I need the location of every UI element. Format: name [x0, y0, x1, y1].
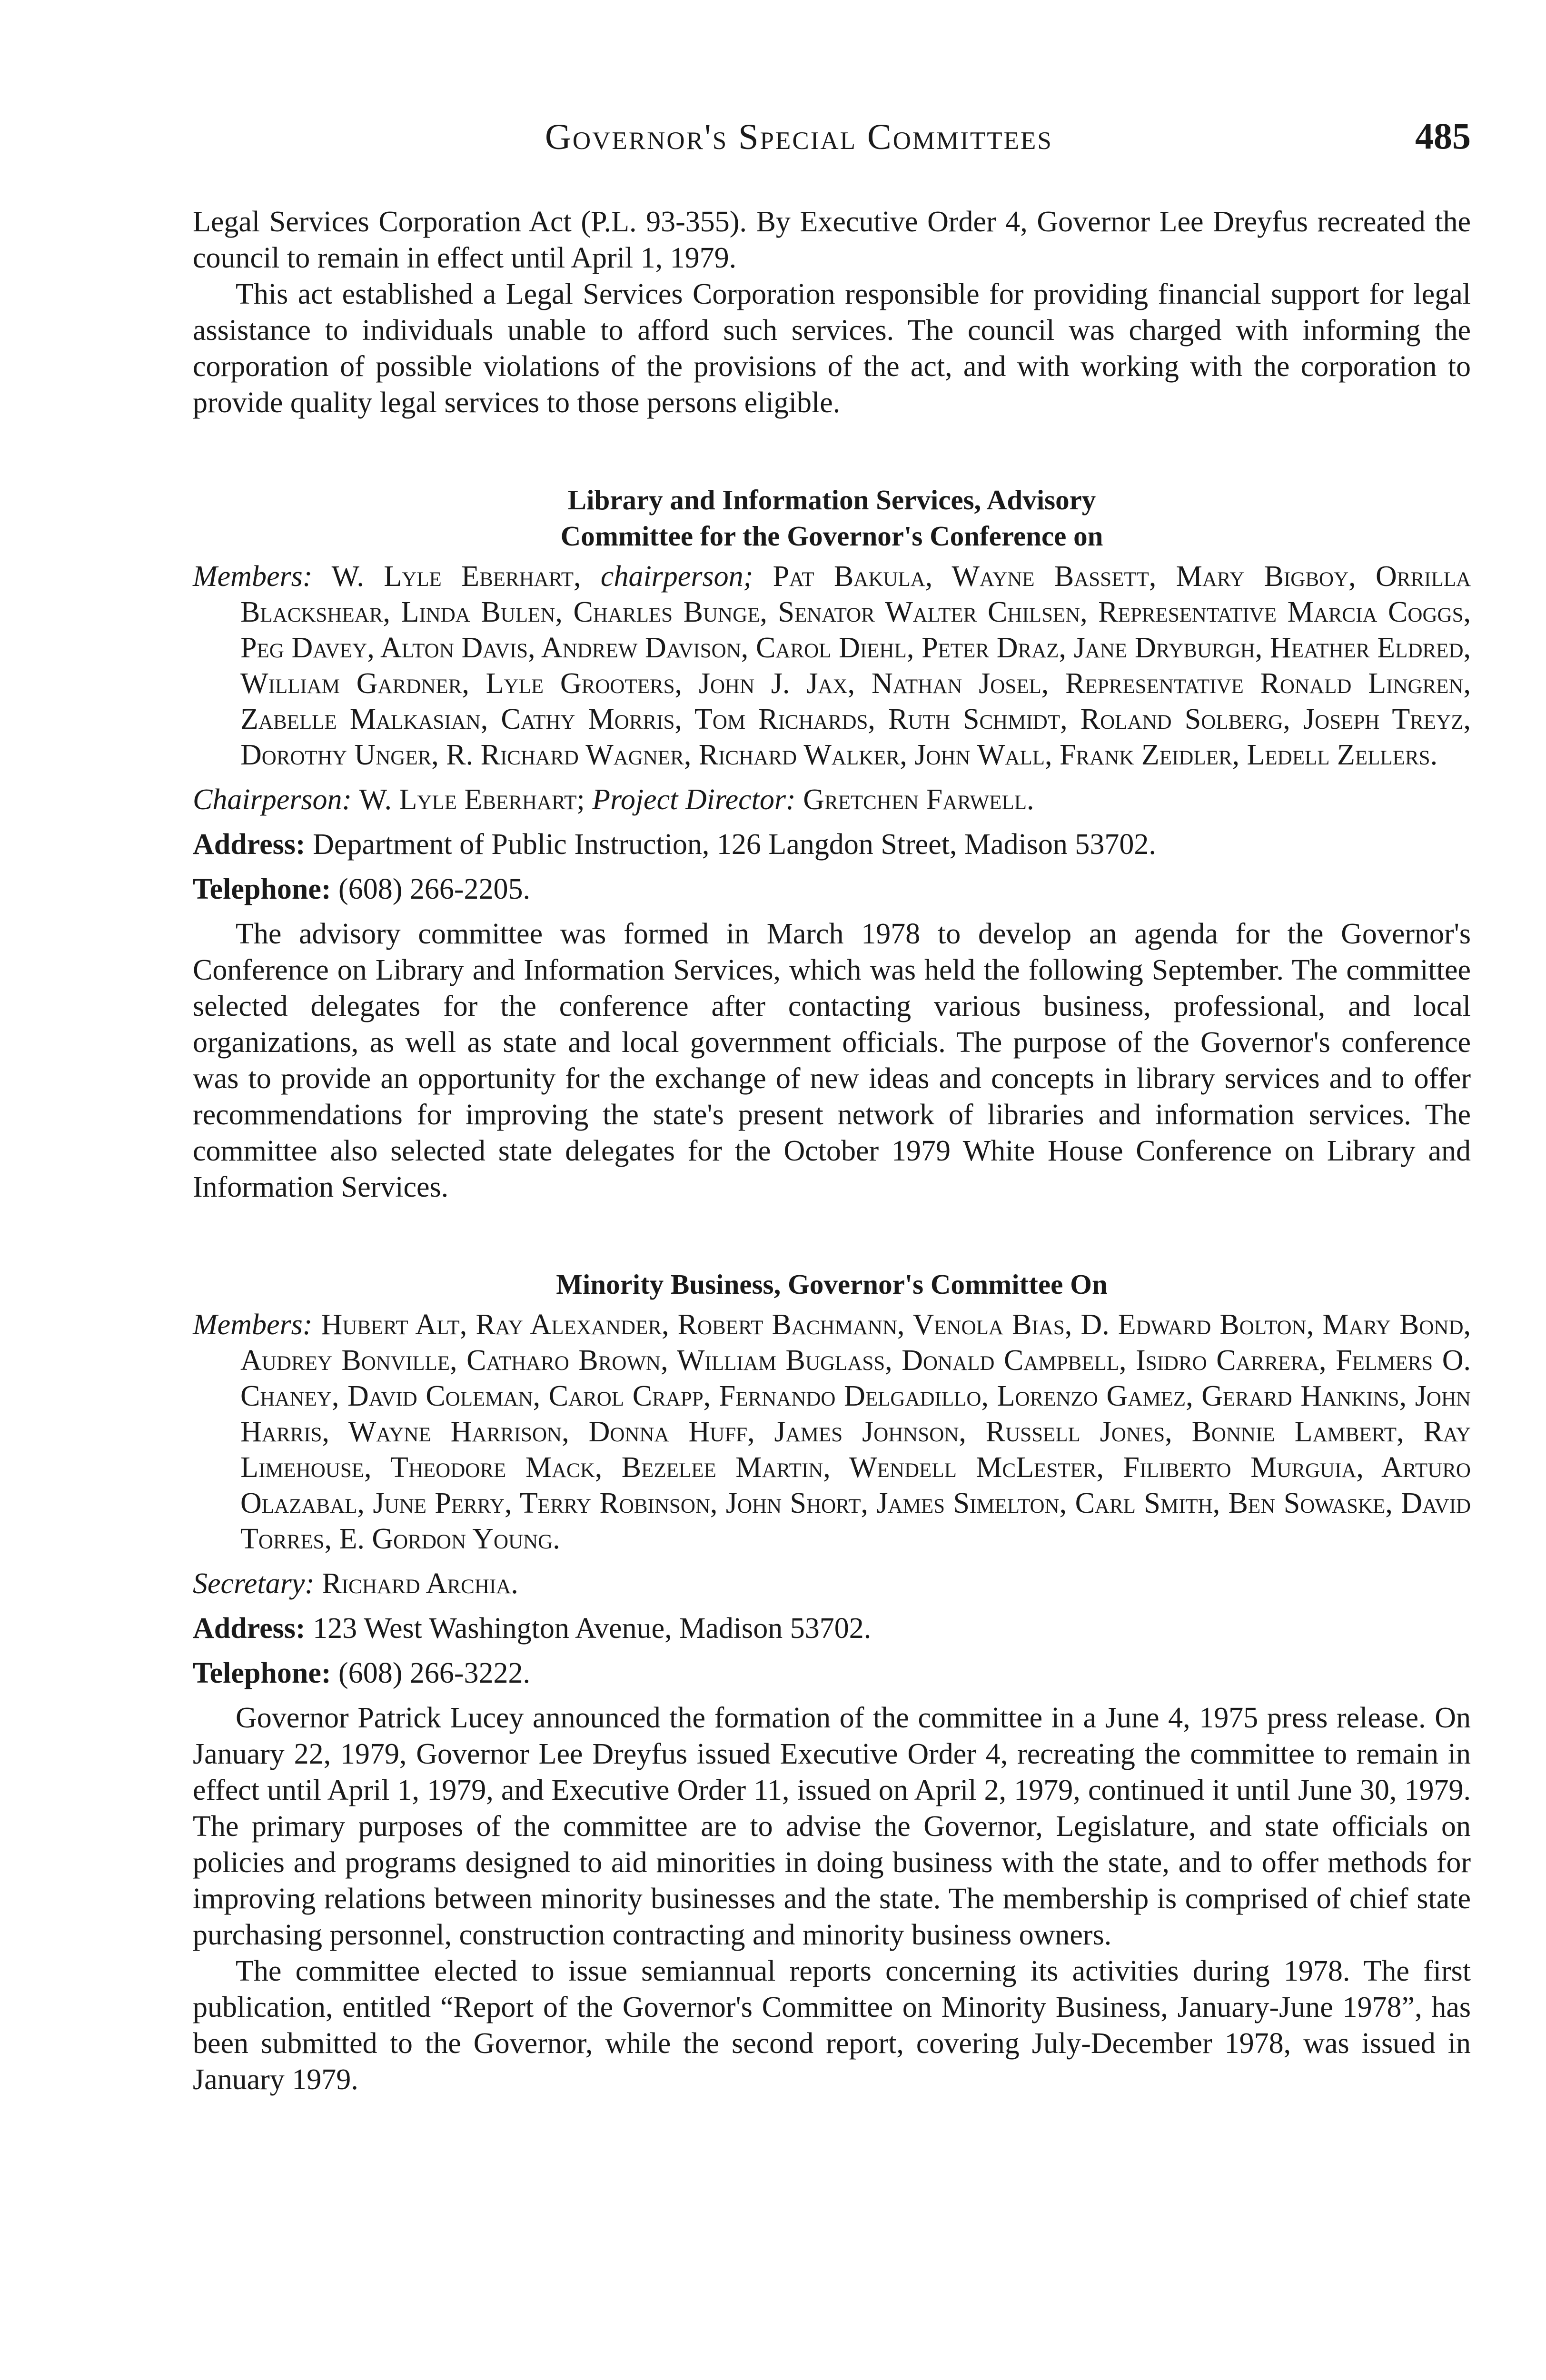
library-description: The advisory committee was formed in March 1978 to develop an agenda for the Governor's Conference on Library and Information Services, which was held the following September. The committee selected delegates for the conference after contacting various business, professional, and local organizations, as well as state and local government officials. The purpose of the Governor's conference was to provide an opportunity for the exchange of new ideas and concepts in library services and to offer recommendations for improving the state's present network of libraries and information services. The committee also selected state delegates for the October 1979 White House Conference on Library and Information Services. [193, 918, 1471, 1203]
document-page [193, 0, 1471, 2380]
telephone-value: (608) 266-3222. [338, 1657, 530, 1689]
members-chair-role: chairperson; [600, 560, 753, 593]
members-list: Hubert Alt, Ray Alexander, Robert Bachmann, Venola Bias, D. Edward Bolton, Mary Bond, Audrey Bonville, Catharo Brown, William Buglass, Donald Campbell, Isidro Carrera, Felmers O. Chaney, David Coleman, Carol Crapp, Fernando Delgadillo, Lorenzo Gamez, Gerard Hankins, John Harris, Wayne Harrison, Donna Huff, James Johnson, Russell Jones, Bonnie Lambert, Ray Limehouse, Theodore Mack, Bezelee Martin, Wendell McLester, Filiberto Murguia, Arturo Olazabal, June Perry, Terry Robinson, John Short, James Simelton, Carl Smith, Ben Sowaske, David Torres, E. Gordon Young. [240, 1309, 1471, 1555]
telephone-value: (608) 266-2205. [338, 873, 530, 905]
minority-heading-line: Minority Business, Governor's Committee On [556, 1269, 1108, 1300]
members-label: Members: [193, 1309, 313, 1341]
library-committee-heading [193, 482, 1471, 554]
library-telephone [193, 871, 1471, 907]
chairperson-name: W. Lyle Eberhart; [359, 783, 585, 816]
intro-paragraph: This act established a Legal Services Corporation responsible for providing financial support for legal assistance to individuals unable to afford such services. The council was charged with informing the corporation of possible violations of the provisions of the act, and with working with the corporation to provide quality legal services to those persons eligible. [193, 278, 1471, 419]
address-value: Department of Public Instruction, 126 Langdon Street, Madison 53702. [313, 828, 1156, 861]
minority-members [193, 1307, 1471, 1557]
members-label: Members: [193, 560, 313, 593]
library-address [193, 826, 1471, 863]
minority-telephone [193, 1655, 1471, 1691]
minority-description: Governor Patrick Lucey announced the formation of the committee in a June 4, 1975 press release. On January 22, 1979, Governor Lee Dreyfus issued Executive Order 4, recreating the committee to remain in effect until April 1, 1979, and Executive Order 11, issued on April 2, 1979, continued it until June 30, 1979. The primary purposes of the committee are to advise the Governor, Legislature, and state officials on policies and programs designed to aid minorities in doing business with the state, and to offer methods for improving relations between minority businesses and the state. The membership is comprised of chief state purchasing personnel, construction contracting and minority business owners. [193, 1702, 1471, 1951]
project-director-name: Gretchen Farwell. [803, 783, 1034, 816]
running-title: Governor's Special Committees [545, 117, 1053, 157]
intro-paragraph: Legal Services Corporation Act (P.L. 93-355). By Executive Order 4, Governor Lee Dreyfus recreated the council to remain in effect until April 1, 1979. [193, 206, 1471, 274]
secretary-label: Secretary: [193, 1567, 315, 1600]
page-content [193, 204, 1471, 2098]
minority-description: The committee elected to issue semiannual reports concerning its activities during 1978. The first publication, entitled “Report of the Governor's Committee on Minority Business, January-June 1978”, has been submitted to the Governor, while the second report, covering July-December 1978, was issued in January 1979. [193, 1955, 1471, 2096]
address-label: Address: [193, 828, 306, 861]
library-heading-line-1: Library and Information Services, Advisory [567, 484, 1096, 516]
running-head [193, 117, 1471, 169]
minority-secretary [193, 1566, 1471, 1602]
project-director-label: Project Director: [592, 783, 796, 816]
telephone-label: Telephone: [193, 1657, 331, 1689]
page-number: 485 [1415, 115, 1471, 157]
telephone-label: Telephone: [193, 873, 331, 905]
library-members [193, 559, 1471, 773]
minority-committee-heading [193, 1266, 1471, 1302]
library-chairperson [193, 782, 1471, 818]
minority-address [193, 1610, 1471, 1646]
chairperson-label: Chairperson: [193, 783, 352, 816]
members-chair-name: W. Lyle Eberhart, [331, 560, 581, 593]
members-list: Pat Bakula, Wayne Bassett, Mary Bigboy, Orrilla Blackshear, Linda Bulen, Charles Bunge, Senator Walter Chilsen, Representative Marcia Coggs, Peg Davey, Alton Davis, Andrew Davison, Carol Diehl, Peter Draz, Jane Dryburgh, Heather Eldred, William Gardner, Lyle Grooters, John J. Jax, Nathan Josel, Representative Ronald Lingren, Zabelle Malkasian, Cathy Morris, Tom Richards, Ruth Schmidt, Roland Solberg, Joseph Treyz, Dorothy Unger, R. Richard Wagner, Richard Walker, John Wall, Frank Zeidler, Ledell Zellers. [240, 560, 1471, 771]
address-label: Address: [193, 1612, 306, 1645]
library-heading-line-2: Committee for the Governor's Conference on [560, 520, 1103, 552]
address-value: 123 West Washington Avenue, Madison 53702. [313, 1612, 872, 1645]
secretary-name: Richard Archia. [322, 1567, 518, 1600]
